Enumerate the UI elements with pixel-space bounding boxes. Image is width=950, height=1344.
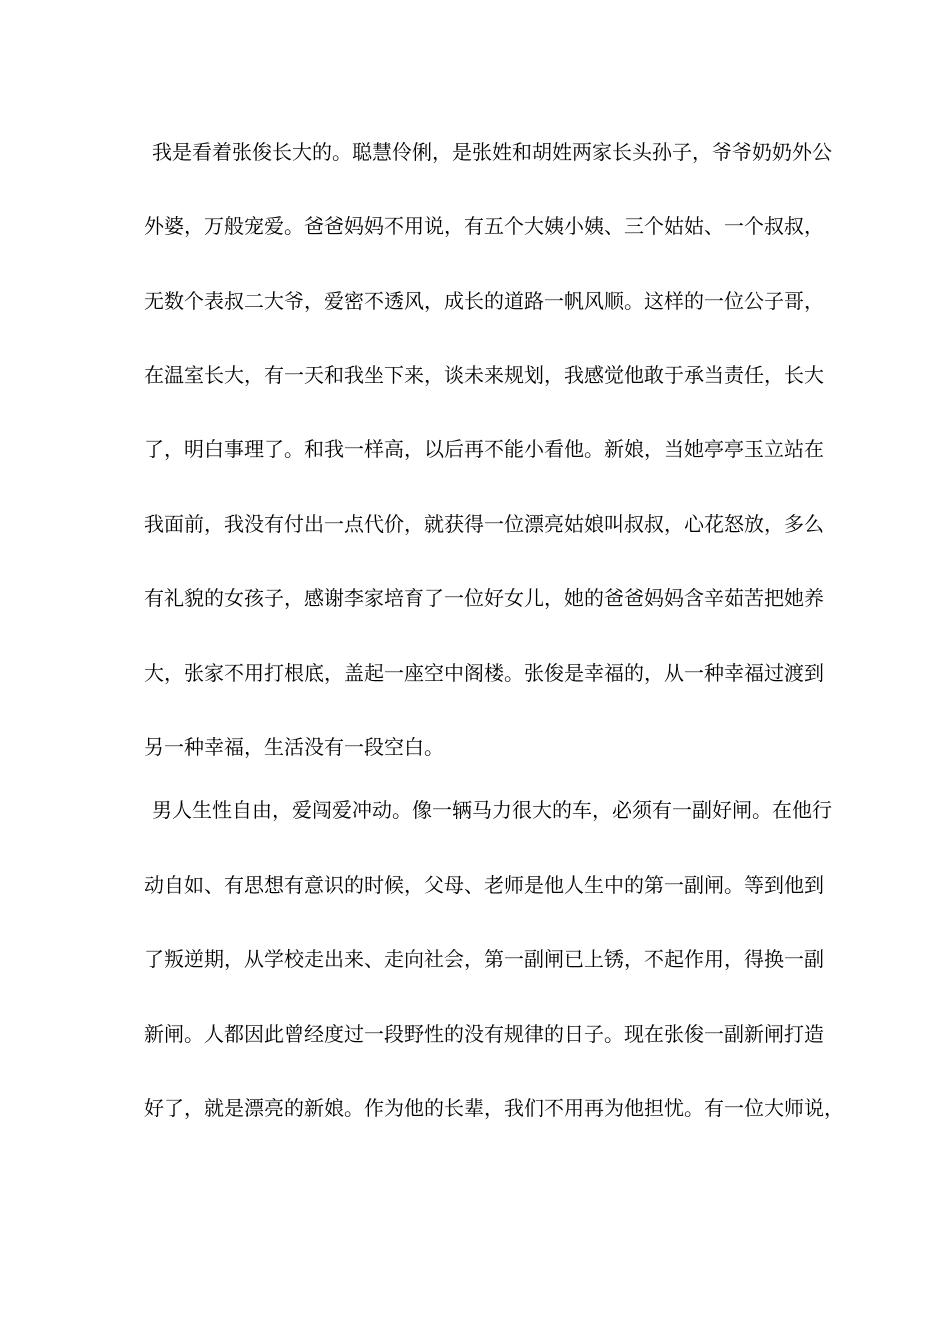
text-line: 无数个表叔二大爷，爱密不透风，成长的道路一帆风顺。这样的一位公子哥， [144,289,824,313]
text-line: 在温室长大，有一天和我坐下来，谈未来规划，我感觉他敢于承当责任，长大 [144,363,824,387]
text-line: 了，明白事理了。和我一样高，以后再不能小看他。新娘，当她亭亭玉立站在 [144,437,824,461]
text-line: 动自如、有思想有意识的时候，父母、老师是他人生中的第一副闸。等到他到 [144,873,824,897]
text-line: 我面前，我没有付出一点代价，就获得一位漂亮姑娘叫叔叔，心花怒放，多么 [144,512,824,536]
text-line: 外婆，万般宠爱。爸爸妈妈不用说，有五个大姨小姨、三个姑姑、一个叔叔， [144,214,824,238]
text-line: 新闸。人都因此曾经度过一段野性的没有规律的日子。现在张俊一副新闸打造 [144,1022,824,1046]
text-line: 了叛逆期，从学校走出来、走向社会，第一副闸已上锈，不起作用，得换一副 [144,947,824,971]
text-line: 好了，就是漂亮的新娘。作为他的长辈，我们不用再为他担忧。有一位大师说， [144,1096,844,1120]
text-line: 另一种幸福，生活没有一段空白。 [144,735,444,759]
text-line: 有礼貌的女孩子，感谢李家培育了一位好女儿，她的爸爸妈妈含辛茹苦把她养 [144,586,824,610]
text-line: 大，张家不用打根底，盖起一座空中阁楼。张俊是幸福的，从一种幸福过渡到 [144,661,824,685]
text-line: 男人生性自由，爱闯爱冲动。像一辆马力很大的车，必须有一副好闸。在他行 [152,798,832,822]
text-line: 我是看着张俊长大的。聪慧伶俐，是张姓和胡姓两家长头孙子，爷爷奶奶外公 [152,140,832,164]
